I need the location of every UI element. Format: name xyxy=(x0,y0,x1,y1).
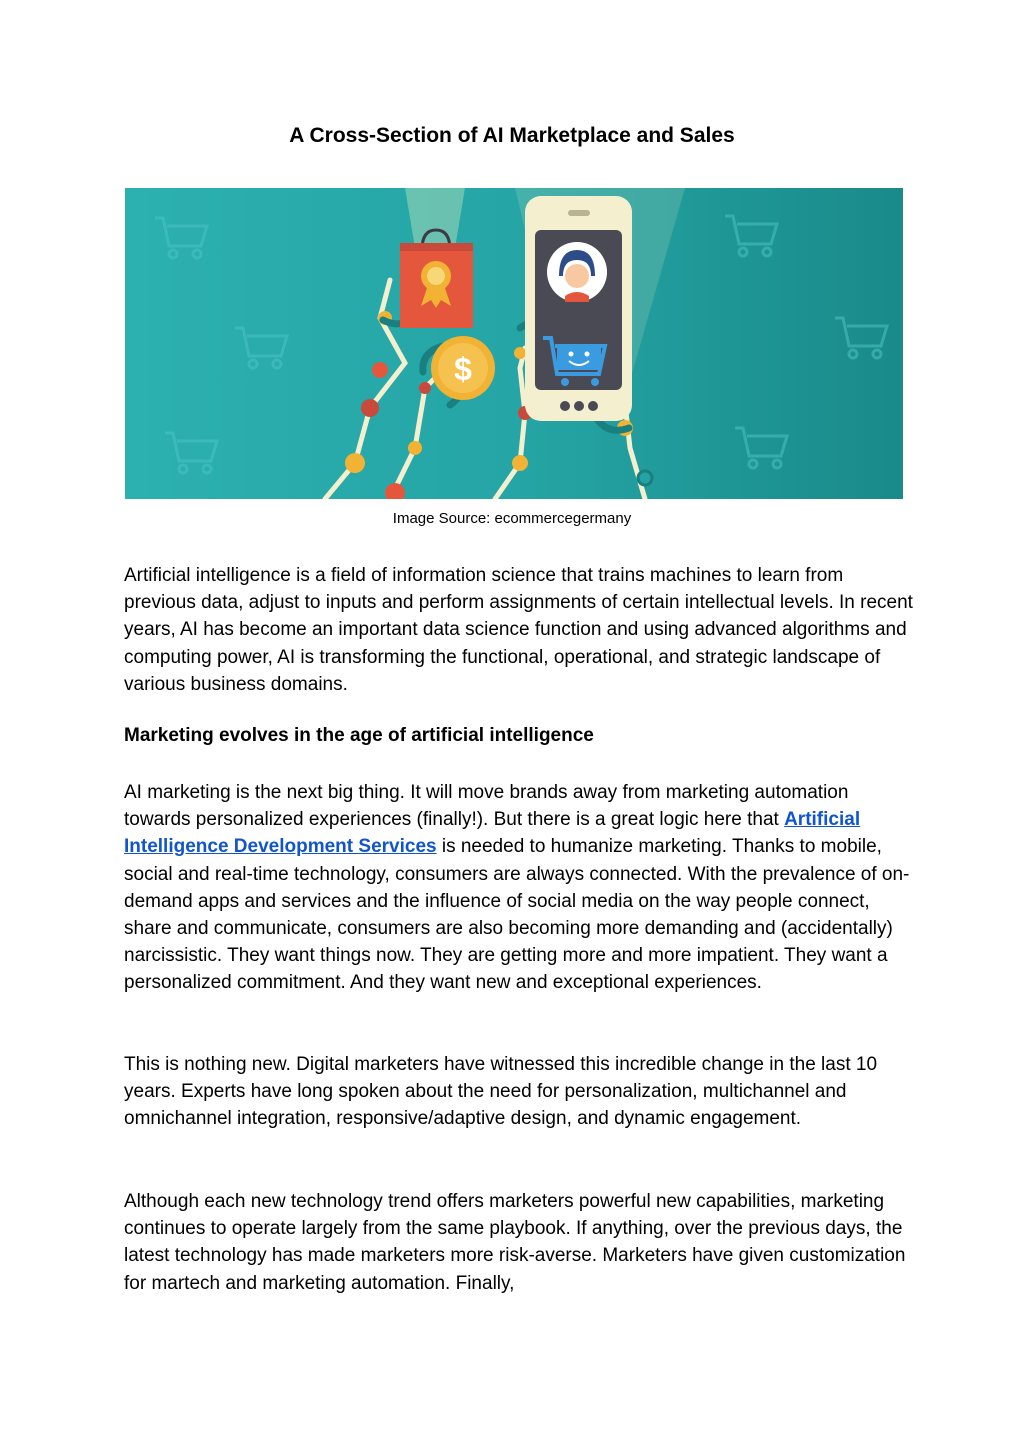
shopping-bag-icon xyxy=(400,230,473,328)
smartphone-icon xyxy=(525,196,632,421)
paragraph-playbook: Although each new technology trend offers marketers powerful new capabilities, marketing continues to operate largely from the same playbook. If anything, over the previous days, the latest technology has made marketers more risk-averse. Marketers have given customization for martech and marketing automation. Finally, xyxy=(124,1191,906,1294)
hero-illustration xyxy=(125,188,903,499)
ai-development-services-link[interactable]: Artificial Intelligence Development Services xyxy=(124,809,861,858)
paragraph-nothing-new: This is nothing new. Digital marketers have witnessed this incredible change in the last 10 years. Experts have long spoken about the need for personalization, multichannel and omnichannel integration, responsive/adaptive design, and dynamic engagement. xyxy=(124,1054,878,1130)
paragraph-intro: Artificial intelligence is a field of information science that trains machines to learn from previous data, adjust to inputs and perform assignments of certain intellectual levels. In recent years, AI has become an important data science function and using advanced algorithms and computing power, AI is transforming the functional, operational, and strategic landscape of various business domains. xyxy=(124,565,913,695)
image-caption: Image Source: ecommercegermany xyxy=(392,510,632,527)
paragraph-text-after-link: is needed to humanize marketing. Thanks to mobile, social and real-time technology, consumers are always connected. With the prevalence of on-demand apps and services and the influence of social media on the way people connect, share and communicate, consumers are also becoming more demanding and (accidentally) narcissistic. They want things now. They are getting more and more impatient. They want a personalized commitment. And they want new and exceptional experiences. xyxy=(124,836,910,994)
dollar-coin-icon xyxy=(431,336,495,400)
svg-text:$: $ xyxy=(454,351,472,387)
avatar xyxy=(547,242,607,302)
illustration-background xyxy=(125,188,903,499)
paragraph-text-before-link: AI marketing is the next big thing. It will move brands away from marketing automation towards personalized experiences (finally!). But there is a great logic here that xyxy=(124,782,849,831)
page-title: A Cross-Section of AI Marketplace and Sales xyxy=(289,124,735,147)
section-heading: Marketing evolves in the age of artificial intelligence xyxy=(124,725,594,746)
paragraph-ai-marketing xyxy=(124,779,914,997)
